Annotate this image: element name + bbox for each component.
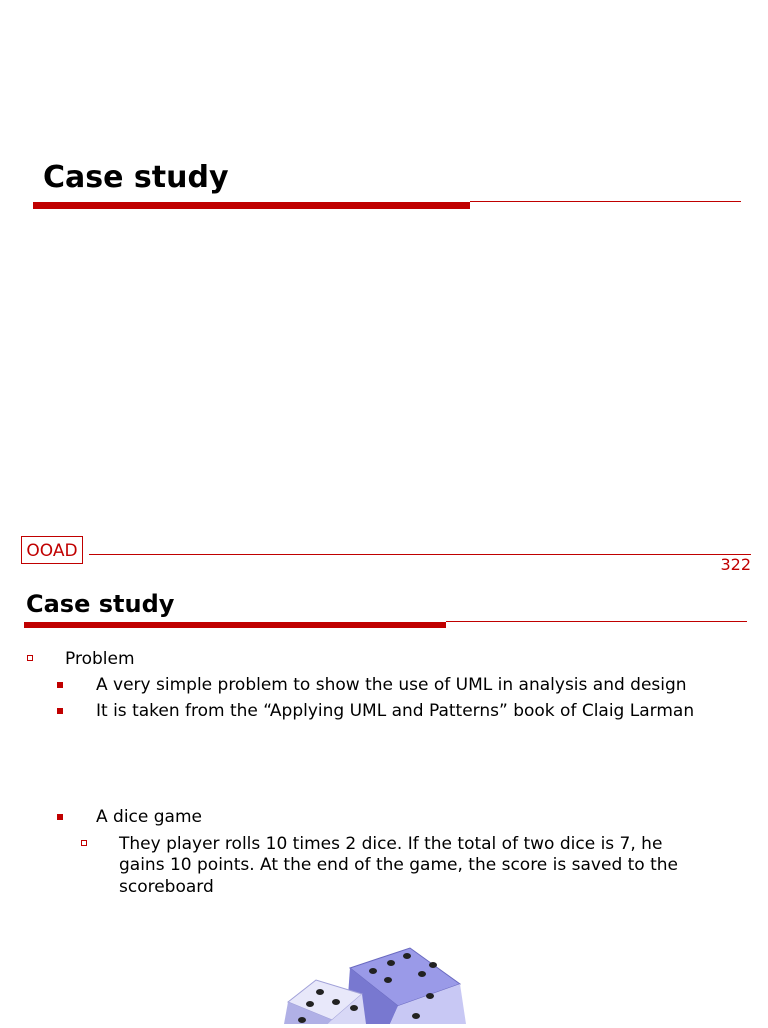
solid-bullet-icon [57,708,63,714]
hollow-bullet-icon [81,840,87,846]
slide1-title: Case study [43,160,229,195]
bullet-problem-sub1: A very simple problem to show the use of UML in analysis and design [96,675,687,695]
bullet-dice-game: A dice game [96,807,202,827]
title-underline-thin [446,621,747,622]
title-underline-thick [33,202,470,209]
bullet-problem: Problem [65,649,135,669]
dice-desc-line1: They player rolls 10 times 2 dice. If the total of two dice is 7, he [119,834,663,854]
bullet-problem-sub2: It is taken from the “Applying UML and Patterns” book of Claig Larman [96,701,695,721]
dice-desc-line3: scoreboard [119,877,214,897]
hollow-bullet-icon [27,655,33,661]
dice-icon [270,944,470,1024]
solid-bullet-icon [57,814,63,820]
slide2-title: Case study [26,590,175,618]
dice-desc-line2: gains 10 points. At the end of the game, the score is saved to the [119,855,679,875]
footer-divider [89,554,751,555]
page-number: 322 [720,555,751,574]
footer-label: OOAD [21,536,83,564]
solid-bullet-icon [57,682,63,688]
dice-illustration [270,944,470,1024]
title-underline-thick [24,622,446,628]
title-underline-thin [470,201,741,202]
